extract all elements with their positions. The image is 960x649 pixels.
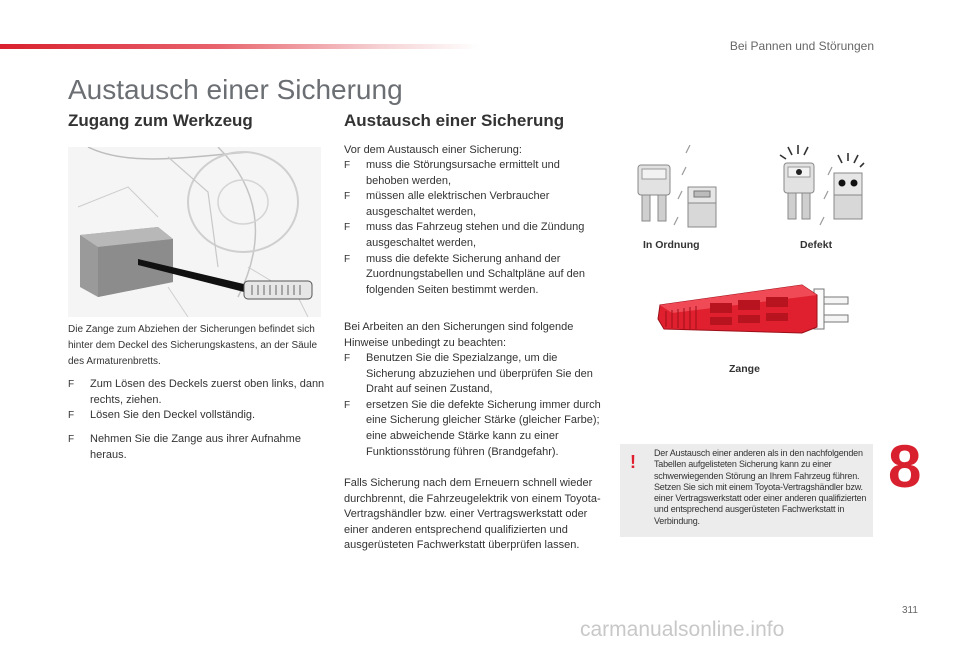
list-item: F muss das Fahrzeug stehen und die Zündung ausgeschaltet werden, [344, 221, 585, 249]
cover-steps-list [68, 377, 330, 424]
fuse-ok-illustration [632, 145, 720, 240]
tong-steps-list [68, 432, 330, 463]
tong-label: Zange [729, 363, 760, 375]
work-list [344, 351, 606, 460]
warning-note [620, 444, 873, 537]
bullet-icon: F [68, 434, 75, 445]
section-title: Bei Pannen und Störungen [729, 39, 874, 53]
list-item: F ersetzen Sie die defekte Sicherung immer durch eine Sicherung gleicher Stärke (gleicher Farbe); eine abweichende Stärke kann zu einer Funktionsstörung führen (Brandgefahr). [344, 398, 601, 458]
list-item: F müssen alle elektrischen Verbraucher ausgeschaltet werden, [344, 190, 550, 218]
list-item: F Lösen Sie den Deckel vollständig. [68, 408, 330, 424]
bullet-icon: F [344, 160, 351, 171]
bullet-icon: F [344, 253, 351, 265]
bullet-icon: F [344, 353, 351, 364]
heading-fuse-replacement: Austausch einer Sicherung [344, 111, 565, 130]
heading-tool-access: Zugang zum Werkzeug [68, 111, 253, 130]
warning-note-text: Der Austausch einer anderen als in den nachfolgenden Tabellen aufgelisteten Sicherung kann zu einer schwerwiegenden Störung an Ihrem Fahrzeug führen. Setzen Sie sich mit einem Toyota-Vertragshändler bzw. einer Vertragswerkstatt oder einer anderen qualifizierten und entsprechend ausgerüsteten Fachwerkstatt in Verbindung. [654, 448, 867, 526]
work-intro-text: Bei Arbeiten an den Sicherungen sind folgende Hinweise unbedingt zu beachten: [344, 321, 574, 349]
list-item: F muss die defekte Sicherung anhand der Zuordnungstabellen und Schaltpläne auf den folgenden Seiten bestimmt werden. [344, 252, 585, 296]
bullet-icon: F [68, 379, 75, 390]
list-item: F Nehmen Sie die Zange aus ihrer Aufnahme heraus. [68, 433, 301, 461]
illustration-caption: Die Zange zum Abziehen der Sicherungen befindet sich hinter dem Deckel des Sicherungskastens, an der Säule des Armaturenbretts. [68, 324, 318, 367]
fuse-ok-label: In Ordnung [643, 239, 700, 251]
header-accent-bar [0, 44, 480, 49]
intro-text: Vor dem Austausch einer Sicherung: [344, 144, 522, 156]
bullet-icon: F [344, 191, 351, 203]
bullet-icon: F [68, 410, 75, 422]
chapter-number: 8 [888, 433, 922, 500]
tong-illustration [652, 283, 852, 348]
fuse-defect-label: Defekt [800, 239, 833, 251]
fuse-defect-illustration [778, 145, 866, 240]
dashboard-illustration [68, 147, 321, 317]
bullet-icon: F [344, 399, 351, 411]
warning-icon: ! [630, 452, 636, 472]
before-list [344, 158, 594, 298]
list-item: F Zum Lösen des Deckels zuerst oben links, dann rechts, ziehen. [68, 378, 325, 406]
page-number: 311 [902, 605, 918, 616]
list-item: F muss die Störungsursache ermittelt und behoben werden, [344, 159, 560, 187]
watermark: carmanualsonline.info [580, 618, 785, 641]
bullet-icon: F [344, 222, 351, 234]
page-title: Austausch einer Sicherung [68, 74, 403, 105]
closing-text: Falls Sicherung nach dem Erneuern schnell wieder durchbrennt, die Fahrzeugelektrik von einem Toyota-Vertragshändler bzw. einer Vertragswerkstatt oder einer anderen entsprechend qualifizierten und ausgerüsteten Fachwerkstatt überprüfen lassen. [344, 477, 601, 552]
list-item: F Benutzen Sie die Spezialzange, um die Sicherung abzuziehen und überprüfen Sie den Draht auf seinen Zustand, [344, 352, 593, 396]
